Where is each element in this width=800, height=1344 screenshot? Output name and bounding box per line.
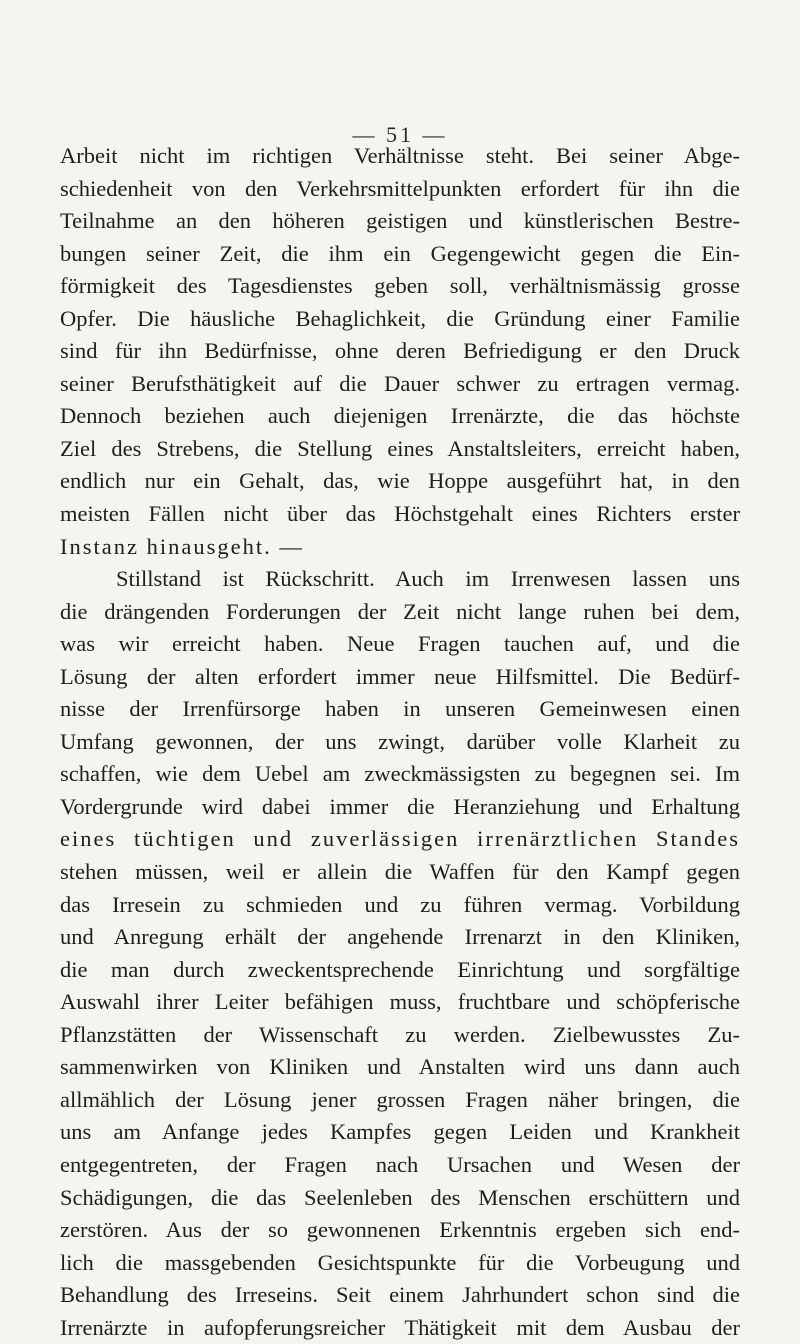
text-line: die drängenden Forderungen der Zeit nicht lange ruhen bei dem, [60,598,740,624]
text-line: lich die massgebenden Gesichtspunkte für die Vorbeugung und [60,1249,740,1275]
text-line: Dennoch beziehen auch diejenigen Irrenärzte, die das höchste [60,403,740,429]
text-line: eines tüchtigen und zuverlässigen irrenärztlichen Standes [60,826,740,852]
text-line: Teilnahme an den höheren geistigen und künstlerischen Bestre- [60,208,740,234]
text-line: Umfang gewonnen, der uns zwingt, darüber volle Klarheit zu [60,728,740,754]
text-line: endlich nur ein Gehalt, das, wie Hoppe ausgeführt hat, in den [60,468,740,494]
text-line: bungen seiner Zeit, die ihm ein Gegengewicht gegen die Ein- [60,240,740,266]
text-line: Stillstand ist Rückschritt. Auch im Irrenwesen lassen uns [116,566,740,592]
text-line: das Irresein zu schmieden und zu führen vermag. Vorbildung [60,891,740,917]
text-line: sind für ihn Bedürfnisse, ohne deren Befriedigung er den Druck [60,338,740,364]
text-line: meisten Fällen nicht über das Höchstgehalt eines Richters erster [60,501,740,527]
text-line: Arbeit nicht im richtigen Verhältnisse steht. Bei seiner Abge- [60,143,740,168]
text-line: Vordergrunde wird dabei immer die Heranziehung und Erhaltung [60,793,740,819]
text-line: förmigkeit des Tagesdienstes geben soll, verhältnismässig grosse [60,273,740,299]
text-line: und Anregung erhält der angehende Irrenarzt in den Kliniken, [60,924,740,950]
text-line: Schädigungen, die das Seelenleben des Menschen erschüttern und [60,1184,740,1210]
page-number: — 51 — [352,122,448,147]
text-line: Instanz hinausgeht. — [60,533,304,559]
text-line: Irrenärzte in aufopferungsreicher Thätigkeit mit dem Ausbau der [60,1314,740,1340]
text-line: entgegentreten, der Fragen nach Ursachen und Wesen der [60,1151,740,1177]
text-line: Ziel des Strebens, die Stellung eines Anstaltsleiters, erreicht haben, [60,435,740,461]
text-line: die man durch zweckentsprechende Einrichtung und sorgfältige [60,956,740,982]
text-line: zerstören. Aus der so gewonnenen Erkenntnis ergeben sich end- [60,1217,740,1243]
text-line: schaffen, wie dem Uebel am zweckmässigsten zu begegnen sei. Im [60,761,740,787]
text-line: was wir erreicht haben. Neue Fragen tauchen auf, und die [60,631,740,657]
text-line: sammenwirken von Kliniken und Anstalten wird uns dann auch [60,1054,740,1080]
text-line: Lösung der alten erfordert immer neue Hilfsmittel. Die Bedürf- [60,663,740,689]
text-line: Pflanzstätten der Wissenschaft zu werden. Zielbewusstes Zu- [60,1021,740,1047]
body-text [60,140,740,1344]
text-line: schiedenheit von den Verkehrsmittelpunkten erfordert für ihn die [60,175,740,201]
text-line: Behandlung des Irreseins. Seit einem Jahrhundert schon sind die [60,1282,740,1308]
text-line: nisse der Irrenfürsorge haben in unseren Gemeinwesen einen [60,696,740,722]
text-line: Auswahl ihrer Leiter befähigen muss, fruchtbare und schöpferische [60,989,740,1015]
text-line: seiner Berufsthätigkeit auf die Dauer schwer zu ertragen vermag. [60,370,740,396]
text-line: stehen müssen, weil er allein die Waffen für den Kampf gegen [60,859,740,885]
text-line: Opfer. Die häusliche Behaglichkeit, die Gründung einer Familie [60,305,740,331]
text-line: uns am Anfange jedes Kampfes gegen Leiden und Krankheit [60,1119,740,1145]
text-line: allmählich der Lösung jener grossen Fragen näher bringen, die [60,1086,740,1112]
